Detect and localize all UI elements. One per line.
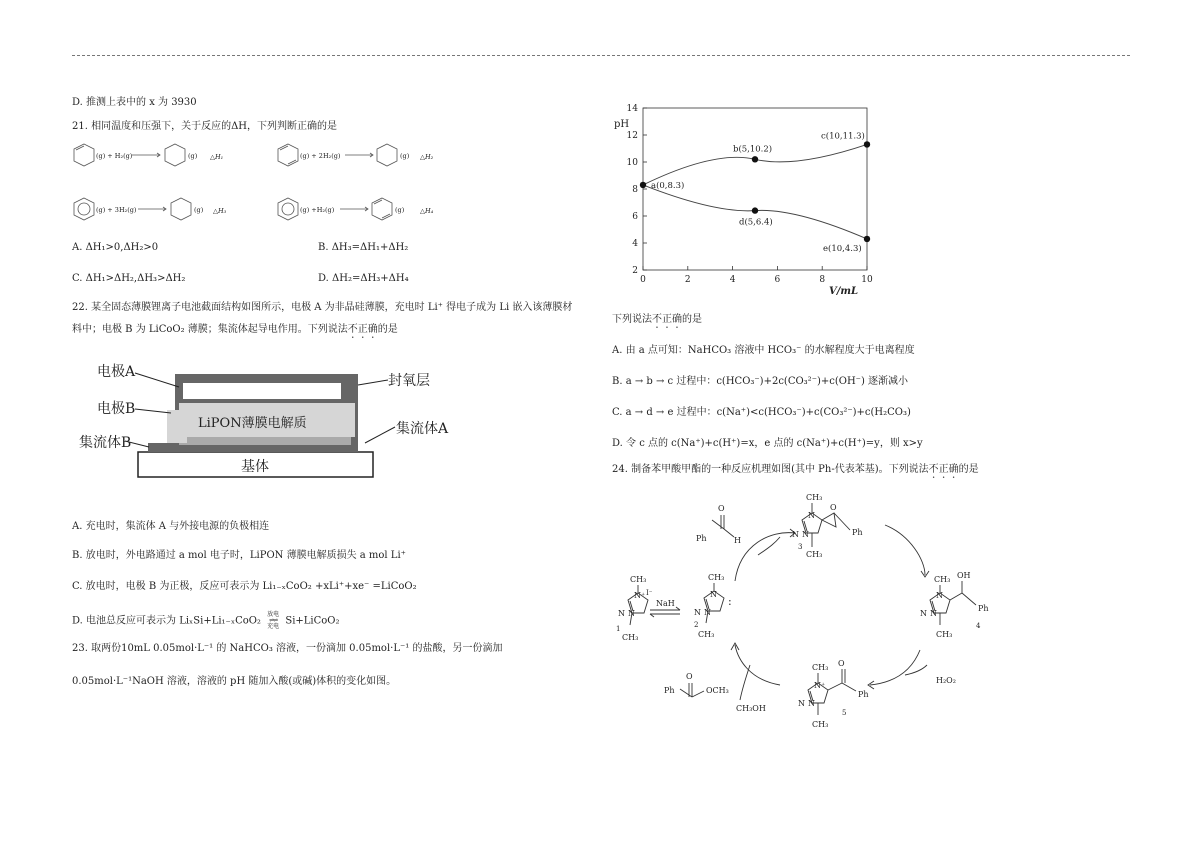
- svg-text:O: O: [718, 504, 725, 513]
- svg-text:I⁻: I⁻: [646, 589, 653, 597]
- q21-option-d: D. ΔH₂=ΔH₃+ΔH₄: [318, 273, 409, 284]
- q21-r3-dh: △H₃: [213, 207, 227, 215]
- y-axis-label: pH: [614, 118, 630, 130]
- svg-text:CH₃: CH₃: [934, 575, 951, 584]
- svg-text:CH₃: CH₃: [806, 493, 823, 502]
- q23-stem-line1: 23. 取两份10mL 0.05mol·L⁻¹ 的 NaHCO₃ 溶液，一份滴加 0.05mol·L⁻¹ 的盐酸，另一份滴加: [72, 643, 503, 654]
- q21-r2-product: (g): [400, 152, 410, 160]
- svg-text:N: N: [792, 530, 799, 539]
- q22-option-d: D. 电池总反应可表示为 LiₓSi+Li₁₋ₓCoO₂ 放电 ⇌⇌ 充电 Si+LiCoO₂: [72, 611, 340, 630]
- svg-text:Ph: Ph: [978, 604, 989, 613]
- q21-r4-dh: △H₄: [420, 207, 434, 215]
- cycle-arrow-2: [885, 525, 925, 575]
- x-tick-label: 0: [640, 275, 646, 285]
- electrode-a-block: [183, 383, 341, 399]
- x-tick-label: 6: [774, 275, 781, 285]
- y-tick-label: 14: [626, 104, 638, 114]
- q21-option-b: B. ΔH₃=ΔH₁+ΔH₂: [318, 242, 409, 253]
- collector-b-label: 集流体B: [79, 435, 132, 451]
- svg-text:O: O: [838, 659, 845, 668]
- collector-a-label: 集流体A: [396, 421, 449, 437]
- q22-stem-line2: 料中；电极 B 为 LiCoO₂ 薄膜；集流体起导电作用。下列说法不正确的是: [72, 324, 398, 335]
- svg-text:N: N: [802, 530, 809, 539]
- x-tick-label: 10: [861, 275, 873, 285]
- x-tick-label: 8: [819, 275, 826, 285]
- q22-option-c: C. 放电时，电极 B 为正极，反应可表示为 Li₁₋ₓCoO₂ +xLi⁺+xe⁻ =LiCoO₂: [72, 581, 417, 592]
- q21-r3-reagent: (g) + 3H₂(g): [96, 206, 137, 214]
- svg-text:CH₃: CH₃: [936, 630, 953, 639]
- nah-label: NaH: [656, 599, 675, 608]
- q23-prompt: 下列说法不正确的是: [612, 314, 702, 325]
- label-compound-4: 4: [976, 622, 981, 630]
- q20-option-d: D. 推测上表中的 x 为 3930: [72, 97, 197, 108]
- q21-r1-dh: △H₁: [210, 153, 224, 161]
- point-label: d(5,6.4): [739, 217, 773, 228]
- data-point: [640, 182, 646, 188]
- charge-label: 充电: [267, 623, 280, 630]
- svg-text:N: N: [710, 590, 717, 599]
- seal-layer-label: 封氧层: [388, 373, 430, 389]
- svg-text:N⁺: N⁺: [814, 681, 826, 690]
- point-label: c(10,11.3): [821, 131, 865, 142]
- q22-stem-line1: 22. 某全固态薄膜锂离子电池截面结构如图所示，电极 A 为非晶硅薄膜，充电时 Li⁺ 得电子成为 Li 嵌入该薄膜材: [72, 302, 573, 313]
- svg-text:Ph: Ph: [852, 528, 863, 537]
- q23-stem-line2: 0.05mol·L⁻¹NaOH 溶液，溶液的 pH 随加入酸(或碱)体积的变化如图。: [72, 676, 397, 687]
- methanol-label: CH₃OH: [736, 704, 766, 713]
- svg-text:Ph: Ph: [664, 686, 675, 695]
- discharge-label: 放电: [267, 611, 280, 618]
- svg-text:N: N: [808, 699, 815, 708]
- svg-text:CH₃: CH₃: [806, 550, 823, 559]
- svg-text:OH: OH: [957, 571, 971, 580]
- q21-reaction-schemes: [70, 140, 470, 230]
- x-tick-label: 4: [729, 275, 736, 285]
- benzaldehyde-ph: Ph: [696, 534, 707, 543]
- svg-text:N: N: [808, 511, 815, 520]
- y-tick-label: 10: [626, 158, 638, 168]
- x-axis-label: V/mL: [829, 286, 859, 297]
- q21-option-a: A. ΔH₁>0,ΔH₂>0: [72, 242, 159, 253]
- q23-option-d: D. 令 c 点的 c(Na⁺)+c(H⁺)=x，e 点的 c(Na⁺)+c(H⁺)=y，则 x>y: [612, 438, 923, 449]
- q21-r2-reagent: (g) + 2H₂(g): [300, 152, 341, 160]
- svg-text:N: N: [704, 608, 711, 617]
- cycle-arrow-1: [735, 533, 795, 581]
- q21-r3-product: (g): [194, 206, 204, 214]
- data-point: [864, 236, 870, 242]
- svg-text:N: N: [628, 609, 635, 618]
- q21-option-c: C. ΔH₁>ΔH₂,ΔH₃>ΔH₂: [72, 273, 186, 284]
- q24-emphasis: 不正确: [928, 464, 959, 475]
- q21-r2-dh: △H₂: [420, 153, 434, 161]
- electrolyte-label: LiPON薄膜电解质: [198, 416, 307, 431]
- point-label: e(10,4.3): [823, 243, 862, 254]
- svg-text:O: O: [830, 503, 837, 512]
- y-tick-label: 6: [632, 212, 638, 222]
- point-label: b(5,10.2): [733, 144, 773, 155]
- label-compound-1: 1: [616, 625, 621, 633]
- electrode-b-label: 电极B: [97, 401, 136, 417]
- q23-option-b: B. a → b → c 过程中：c(HCO₃⁻)+2c(CO₃²⁻)+c(OH⁻) 逐渐减小: [612, 376, 909, 387]
- svg-text:CH₃: CH₃: [708, 573, 725, 582]
- y-tick-label: 12: [626, 131, 638, 141]
- substrate-label: 基体: [241, 459, 269, 475]
- svg-text:N: N: [920, 609, 927, 618]
- battery-diagram: [75, 355, 455, 485]
- cycle-arrow-4: [735, 645, 780, 685]
- mechanism-diagram: [600, 485, 1020, 745]
- svg-text:N: N: [694, 608, 701, 617]
- svg-text:H: H: [734, 536, 741, 545]
- svg-text:N⁺: N⁺: [634, 591, 646, 600]
- q21-r1-reagent: (g) + H₂(g): [96, 152, 133, 160]
- svg-text:Ph: Ph: [858, 690, 869, 699]
- electrode-a-label: 电极A: [97, 364, 136, 380]
- svg-text:CH₃: CH₃: [812, 663, 829, 672]
- svg-text:CH₃: CH₃: [630, 575, 647, 584]
- svg-text:O: O: [686, 672, 693, 681]
- svg-text:N: N: [930, 609, 937, 618]
- q21-r4-product: (g): [395, 206, 405, 214]
- label-compound-5: 5: [842, 709, 847, 717]
- label-compound-3: 3: [798, 543, 803, 551]
- data-point: [864, 141, 870, 147]
- label-compound-2: 2: [694, 621, 699, 629]
- x-tick-label: 2: [684, 275, 691, 285]
- y-tick-label: 4: [632, 239, 638, 249]
- svg-text:N: N: [798, 699, 805, 708]
- svg-text:CH₃: CH₃: [698, 630, 715, 639]
- svg-text:CH₃: CH₃: [622, 633, 639, 642]
- q24-stem: 24. 制备苯甲酸甲酯的一种反应机理如图(其中 Ph-代表苯基)。下列说法不正确的是: [612, 464, 979, 475]
- q23-emphasis: 不正确: [652, 314, 682, 325]
- q22-option-a: A. 充电时，集流体 A 与外接电源的负极相连: [72, 521, 270, 532]
- q22-emphasis: 不正确: [347, 324, 378, 335]
- header-rule: [72, 55, 1130, 56]
- svg-text:N: N: [618, 609, 625, 618]
- q22-option-b: B. 放电时，外电路通过 a mol 电子时，LiPON 薄膜电解质损失 a mol Li⁺: [72, 550, 406, 561]
- point-label: a(0,8.3): [651, 180, 685, 191]
- data-point: [752, 156, 758, 162]
- q21-stem: 21. 相同温度和压强下，关于反应的ΔH，下列判断正确的是: [72, 121, 338, 132]
- h2o2-label: H₂O₂: [936, 676, 956, 685]
- q21-r4-reagent: (g) +H₂(g): [300, 206, 335, 214]
- cycle-arrow-3: [870, 650, 920, 685]
- svg-text:N: N: [936, 591, 943, 600]
- y-tick-label: 8: [632, 185, 638, 195]
- q23-option-a: A. 由 a 点可知：NaHCO₃ 溶液中 HCO₃⁻ 的水解程度大于电离程度: [612, 345, 915, 356]
- q21-r1-product: (g): [188, 152, 198, 160]
- svg-text::: :: [728, 595, 732, 608]
- svg-text:CH₃: CH₃: [812, 720, 829, 729]
- q23-option-c: C. a → d → e 过程中：c(Na⁺)<c(HCO₃⁻)+c(CO₃²⁻)+c(H₂CO₃): [612, 407, 911, 418]
- y-tick-label: 2: [632, 266, 638, 276]
- svg-text:OCH₃: OCH₃: [706, 686, 729, 695]
- ph-chart: [600, 100, 890, 310]
- data-point: [752, 207, 758, 213]
